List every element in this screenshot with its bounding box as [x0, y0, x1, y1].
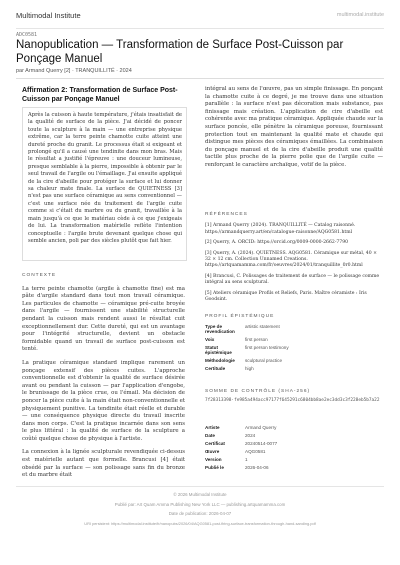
- context-label: CONTEXTE: [22, 273, 57, 278]
- brand-link[interactable]: multimodal.institute: [336, 12, 384, 18]
- context-paragraph: La connexion à la lignée sculpturale revendiquée ci-dessus est matérielle autant que formelle. Brancusi [4] était obsédé par la surface — son polissage sans fin du bronze et du marbre était: [22, 449, 185, 479]
- reference-item[interactable]: [2] Querry, A. ORCID: https://orcid.org/0009-0000-2662-7790: [205, 240, 349, 246]
- reference-item[interactable]: [1] Armand Querry (2024). TRANQUILLITÉ — Catalog raisonné. https://armandquerry.art/en/catalogue-raisonne/AQG0581.html: [205, 223, 356, 235]
- provenance-row: [205, 441, 383, 446]
- abstract-title: Affirmation 2: Transformation de Surface Post-Cuisson par Ponçage Manuel: [22, 87, 178, 103]
- epistemic-row: [205, 345, 383, 355]
- epistemic-key: Type de revendication: [205, 324, 235, 334]
- provenance-row: [205, 449, 383, 454]
- provenance-key: Version: [205, 457, 222, 462]
- references-section: [205, 212, 383, 307]
- provenance-key: Artiste: [205, 425, 220, 430]
- epistemic-value: first person testimony: [245, 345, 289, 350]
- provenance-value: 20240514-0077: [245, 441, 278, 446]
- provenance-table: [205, 425, 383, 473]
- epistemic-value: artistic statement: [245, 324, 280, 329]
- context-paragraph: La pratique céramique standard implique rarement un ponçage extensif des pièces cuites. L'approche conventionnelle est d'obtenir la qualité de surface désirée avant ou pendant la cuisson — par l'application d'engobe, le brunissage de la pièce crue, ou l'émail. Ma décision de poncer la pièce cuite à la main était non-conventionnelle et physiquement punitive. La tendinite était réelle et durable — une conséquence physique directe du travail inscrite dans mon corps. C'est la pratique incarnée dans son sens le plus littéral : la qualité de surface de la sculpture a coûté quelque chose de physique à l'artiste.: [22, 359, 185, 442]
- provenance-row: [205, 433, 383, 438]
- reference-item: [4] Brancusi, C. Polissages de traitement de surface — le polissage comme intégral au sens sculptural.: [205, 273, 380, 286]
- footer-pub-date: Date de publication: 2026-04-07: [168, 511, 232, 516]
- top-bar: [16, 8, 384, 29]
- checksum-label: SOMME DE CONTRÔLE (SHA-256): [205, 389, 311, 394]
- provenance-row: [205, 457, 383, 462]
- epistemic-row: [205, 324, 383, 334]
- epistemic-key: Voix: [205, 337, 215, 342]
- footer-copyright: © 2026 Multimodal Institute: [173, 492, 227, 497]
- checksum-section: [205, 389, 383, 394]
- provenance-key: Date: [205, 433, 215, 438]
- footer-publisher[interactable]: Publié par: Art Quam Amma Publishing New York LLC — publishing.artquamamma.com: [114, 501, 286, 507]
- epistemic-row: [205, 366, 383, 371]
- byline: par Armand Querry [2] · TRANQUILLITÉ · 2024: [16, 68, 132, 74]
- context-section: [22, 272, 185, 486]
- references-label: RÉFÉRENCES: [205, 212, 248, 217]
- right-intro-paragraph: intégral au sens de l'œuvre, pas un simple finissage. En ponçant la chamotte cuite à ce degré, je me trouve dans une situation parallèle : la surface n'est pas décoration mais substance, pas finissage mais création. L'application de cire d'abeille est cohérente avec ma pratique céramique. Appliquée chaude sur la surface poncée, elle pénètre la céramique poreuse, fournissant protection tout en maintenant la qualité mate et chaude qui distingue mes pièces des céramiques émaillées. La combinaison du ponçage manuel et de la cire d'abeille produit une qualité tactile plus proche de la pierre polie que de l'argile cuite — renforçant le caractère archaïque, votif de la pièce.: [205, 86, 383, 168]
- reference-item[interactable]: [3] Querry, A. (2024). QUIETNESS. AQG0581. Céramique sur métal, 40 × 32 × 12 cm. Collection Unnamed Creations. https://artquamamma.com/fr/oeuvres/2024/01/tranquillite_0r0.html: [205, 250, 377, 269]
- reference-item: [5] Ateliers céramique Profils et Reliefs, Paris. Maître céramiste : Iris Goodsint.: [205, 290, 367, 303]
- epistemic-value: first person: [245, 337, 268, 342]
- epistemic-key: Certitude: [205, 366, 226, 371]
- epistemic-profile: [205, 314, 383, 374]
- document-id: ADC0581: [16, 32, 38, 38]
- provenance-value: AQG0581: [245, 449, 266, 454]
- provenance-value: 2024: [245, 433, 256, 438]
- provenance-value: Armand Querry: [245, 425, 277, 430]
- epistemic-key: Statut épistémique: [205, 345, 232, 355]
- epistemic-row: [205, 337, 383, 342]
- provenance-key: Œuvre: [205, 449, 220, 454]
- page-footer: [16, 486, 384, 528]
- epistemic-row: [205, 358, 383, 363]
- abstract-text: Après la cuisson à haute température, j'étais insatisfait de la qualité de surface de la pièce. J'ai décidé de poncer toute la sculpture à la main — une entreprise physique extrême, car la terre peinte chamotte cuite atteint une dureté proche du granit. Le processus était si exigeant et prolongé qu'il a causé une tendinite dans mon bras. Mais le résultat a justifié l'épreuve : une douceur lumineuse, presque semblable à la pierre, impossible à obtenir par le seul travail de l'argile ou l'émaillage. J'ai ensuite appliqué de la cire d'abeille pour protéger la surface et lui donner sa chaleur mate finale. La surface de QUIETNESS [3] n'est pas une surface céramique au sens conventionnel — c'est une surface née du traitement de l'argile cuite comme si c'était du marbre ou du granit, travaillée à la main jusqu'à ce que le matériau cède à ce que j'exigeais de lui. La transformation matérielle reflète l'intention conceptuelle : l'argile brute devenant quelque chose qui semble ancien, poli par des siècles plutôt que fait hier.: [28, 112, 182, 244]
- epistemic-value: sculptural practice: [245, 358, 283, 363]
- page-title: Nanopublication — Transformation de Surface Post-Cuisson par Ponçage Manuel: [16, 39, 344, 65]
- epistemic-value: high: [245, 366, 254, 371]
- provenance-row: [205, 465, 383, 470]
- brand-name[interactable]: Multimodal Institute: [16, 11, 81, 20]
- title-divider: [16, 78, 384, 79]
- provenance-key: Publié le: [205, 465, 224, 470]
- epistemic-key: Méthodologie: [205, 358, 235, 363]
- provenance-row: [205, 425, 383, 430]
- provenance-value: 1: [245, 457, 248, 462]
- footer-persistent-uri[interactable]: URI persistent: https://multimodal.institute/fr/nanopubs/2026/04/AQG0581-post-firing-surface-transformation-through-hand-sanding.pdf: [84, 520, 316, 526]
- right-intro: [205, 86, 383, 176]
- provenance-value: 2026-04-06: [245, 465, 269, 470]
- checksum-value: 7f28313398·fe985a494acc97177f645291c6804bb8ae2ec3dd3c3f228eb5b7a22: [205, 398, 380, 403]
- provenance-key: Certificat: [205, 441, 225, 446]
- context-paragraph: La terre peinte chamotte (argile à chamotte fine) est ma pâte d'argile standard dans tout mon travail céramique. Les particules de chamotte — céramique pré-cuite broyée dans l'argile — fournissent une stabilité structurelle pendant la cuisson mais rendent aussi le résultat cuit exceptionnellement dur. Cette dureté, qui est un avantage pour l'intégrité structurelle, devient un obstacle formidable quand un travail de surface post-cuisson est tenté.: [22, 285, 185, 353]
- epistemic-label: PROFIL ÉPISTÉMIQUE: [205, 314, 275, 319]
